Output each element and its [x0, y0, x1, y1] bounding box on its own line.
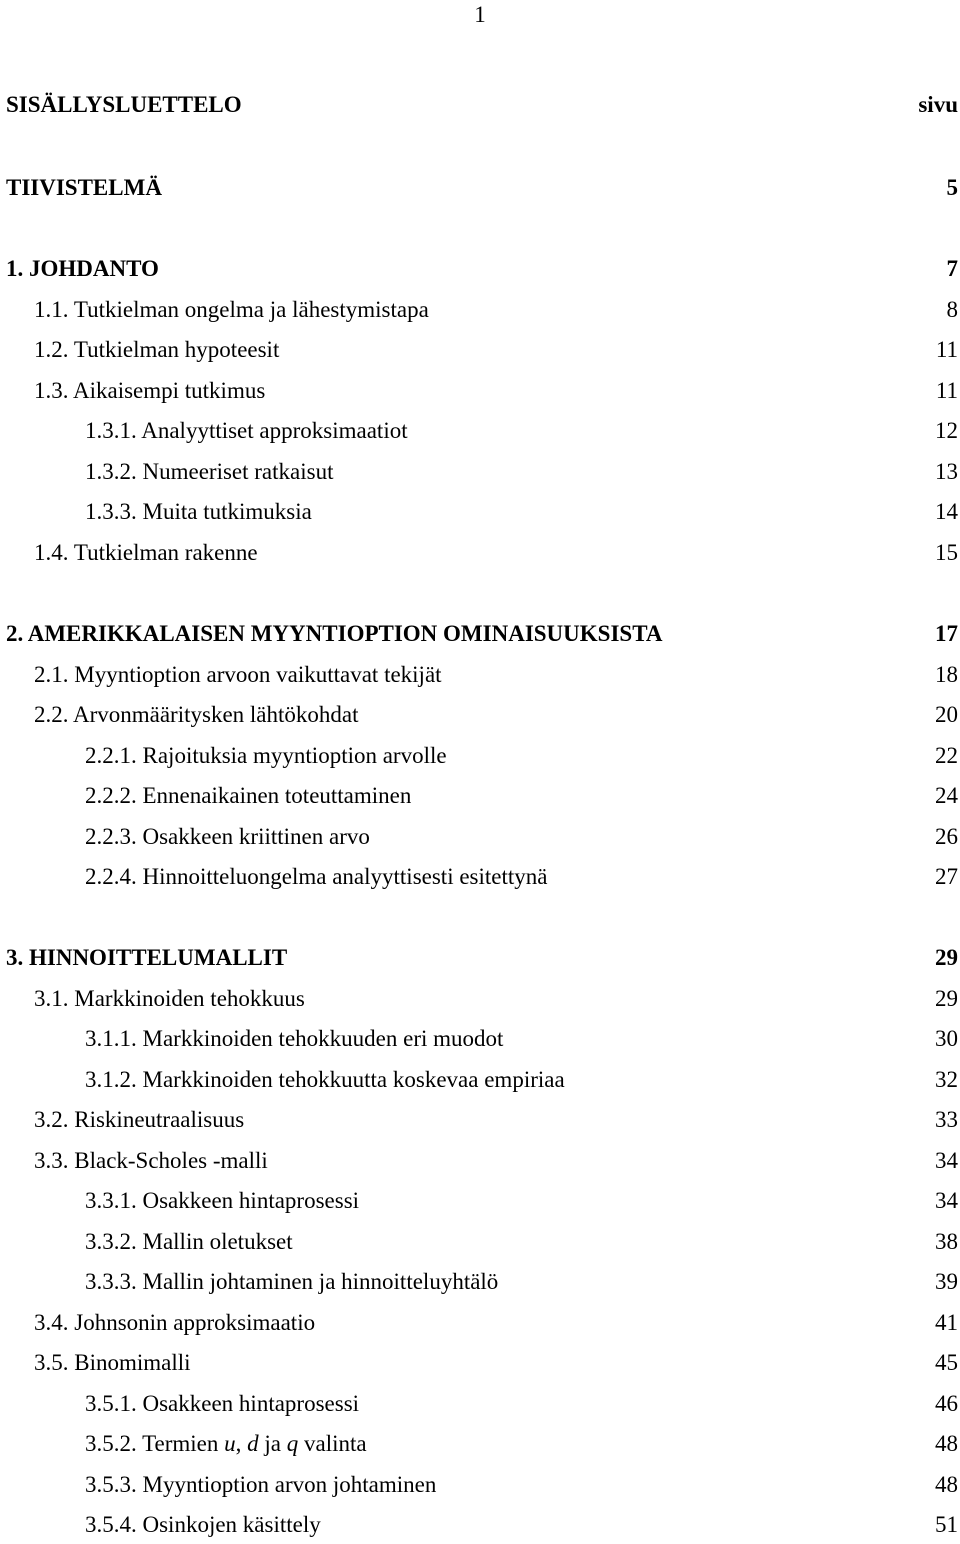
- toc-entry[interactable]: 3.3.1. Osakkeen hintaprosessi 34: [85, 1188, 958, 1213]
- toc-entry[interactable]: 3.3.3. Mallin johtaminen ja hinnoitteluyhtälö 39: [85, 1269, 958, 1294]
- toc-entry[interactable]: 2. AMERIKKALAISEN MYYNTIOPTION OMINAISUUKSISTA 17: [6, 621, 958, 646]
- toc-entry[interactable]: 3.3.2. Mallin oletukset 38: [85, 1229, 958, 1254]
- toc-entry[interactable]: 1.3.1. Analyyttiset approksimaatiot 12: [85, 418, 958, 443]
- toc-entry[interactable]: 1.3.2. Numeeriset ratkaisut 13: [85, 459, 958, 484]
- toc-entry[interactable]: 3.1.2. Markkinoiden tehokkuutta koskevaa empiriaa 32: [85, 1067, 958, 1092]
- toc-entry[interactable]: 2.2. Arvonmääritysken lähtökohdat 20: [34, 702, 958, 727]
- toc-entry[interactable]: TIIVISTELMÄ 5: [6, 175, 958, 200]
- toc-entry[interactable]: 1.3.3. Muita tutkimuksia 14: [85, 499, 958, 524]
- page-number: 1: [474, 2, 486, 27]
- toc-entry[interactable]: 1. JOHDANTO 7: [6, 256, 958, 281]
- toc-entry-text: 3.5.2. Termien u, d ja q valinta: [85, 1431, 367, 1456]
- toc-entry[interactable]: 1.1. Tutkielman ongelma ja lähestymistapa 8: [34, 297, 958, 322]
- toc-entry[interactable]: 3.5.4. Osinkojen käsittely 51: [85, 1512, 958, 1537]
- toc-page-label: sivu: [918, 92, 958, 117]
- toc-entry[interactable]: 3.4. Johnsonin approksimaatio 41: [34, 1310, 958, 1335]
- toc-entry[interactable]: 3.3. Black-Scholes -malli 34: [34, 1148, 958, 1173]
- toc-entry[interactable]: 3.1. Markkinoiden tehokkuus 29: [34, 986, 958, 1011]
- toc-entry[interactable]: 3.1.1. Markkinoiden tehokkuuden eri muodot 30: [85, 1026, 958, 1051]
- toc-entry[interactable]: 3.5. Binomimalli 45: [34, 1350, 958, 1375]
- toc-heading: [6, 92, 958, 118]
- toc-entry[interactable]: 2.2.4. Hinnoitteluongelma analyyttisesti esitettynä 27: [85, 864, 958, 889]
- toc-entry[interactable]: 2.2.3. Osakkeen kriittinen arvo 26: [85, 824, 958, 849]
- toc-entry[interactable]: 3.2. Riskineutraalisuus 33: [34, 1107, 958, 1132]
- toc-entry[interactable]: 1.2. Tutkielman hypoteesit 11: [34, 337, 958, 362]
- toc-entry[interactable]: 3. HINNOITTELUMALLIT 29: [6, 945, 958, 970]
- toc-entry[interactable]: 1.3. Aikaisempi tutkimus 11: [34, 378, 958, 403]
- toc-entry[interactable]: 2.1. Myyntioption arvoon vaikuttavat tekijät 18: [34, 662, 958, 687]
- toc-entry[interactable]: 3.5.3. Myyntioption arvon johtaminen 48: [85, 1472, 958, 1497]
- toc-entry[interactable]: 1.4. Tutkielman rakenne 15: [34, 540, 958, 565]
- toc-entry[interactable]: 2.2.1. Rajoituksia myyntioption arvolle 22: [85, 743, 958, 768]
- toc-entry[interactable]: 3.5.2. Termien u, d ja q valinta 48: [85, 1429, 958, 1459]
- toc-entry[interactable]: 2.2.2. Ennenaikainen toteuttaminen 24: [85, 783, 958, 808]
- toc-title: SISÄLLYSLUETTELO: [6, 92, 242, 117]
- toc-entry[interactable]: 3.5.1. Osakkeen hintaprosessi 46: [85, 1391, 958, 1416]
